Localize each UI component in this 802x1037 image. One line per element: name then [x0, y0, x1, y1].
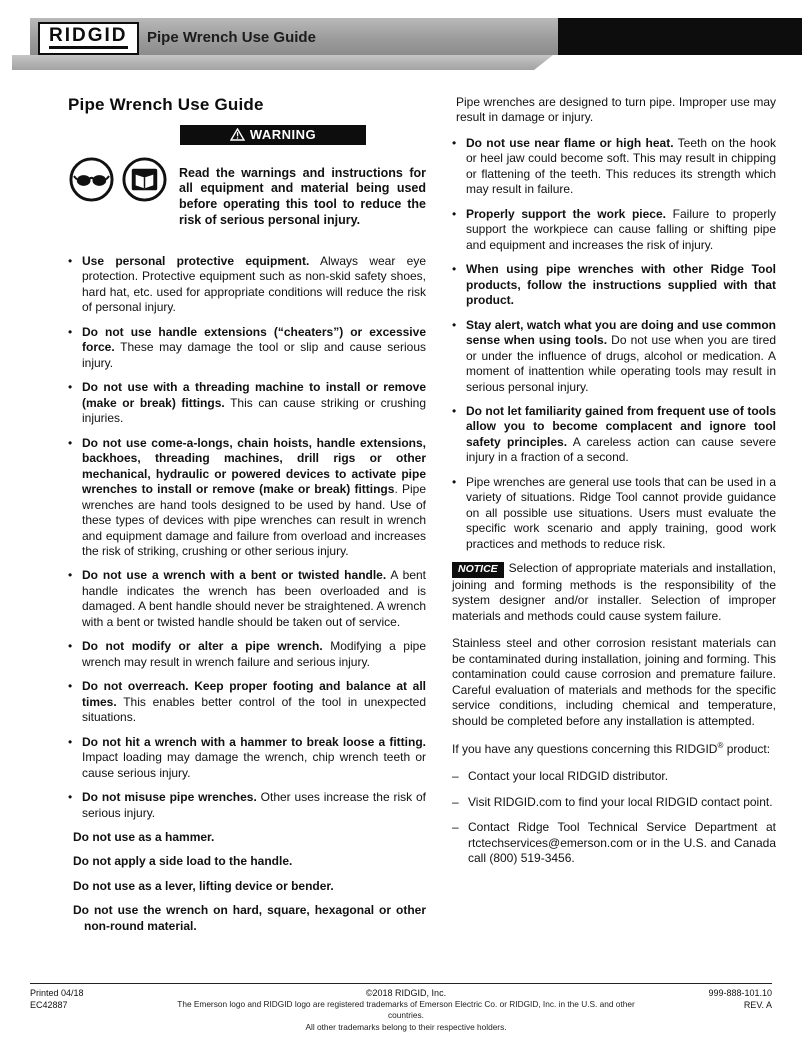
read-manual-icon [121, 156, 168, 203]
bullet-bold-text: Do not use handle extensions (“cheaters”) or excessive force. [82, 324, 426, 355]
bullet-bold-text: Do not misuse pipe wrenches. [82, 790, 257, 805]
questions-paragraph [452, 741, 776, 757]
bullet-item [452, 136, 776, 198]
header-slant-band [12, 55, 553, 70]
dash-marker: – [452, 769, 459, 784]
bullet-marker: • [68, 639, 73, 654]
bullet-item [68, 436, 426, 560]
contact-item [452, 769, 776, 784]
bullet-item [68, 735, 426, 781]
bullet-marker: • [452, 317, 457, 332]
intro-paragraph: Pipe wrenches are designed to turn pipe. Improper use may result in damage or injury. [456, 95, 776, 125]
bullet-item [68, 679, 426, 725]
warning-row [68, 153, 426, 241]
contact-item [452, 820, 776, 866]
footer-revision: REV. A [743, 1000, 772, 1011]
bullet-marker: • [452, 262, 457, 277]
bullet-body-text: Other uses increase the risk of serious injury. [82, 790, 426, 820]
left-column [68, 95, 426, 943]
bullet-bold-text: When using pipe wrenches with other Ridge Tool products, follow the instructions supplied with that product. [466, 262, 776, 308]
header-title: Pipe Wrench Use Guide [147, 29, 316, 46]
right-column [452, 95, 776, 943]
bullet-item [68, 568, 426, 630]
bullet-marker: • [68, 679, 73, 694]
sub-rule: Do not apply a side load to the handle. [73, 854, 293, 869]
sub-rule: Do not use the wrench on hard, square, hexagonal or other non-round material. [73, 903, 426, 933]
sub-rule: Do not use as a hammer. [73, 830, 215, 844]
safety-icons [68, 153, 170, 241]
bullet-bold-text: Properly support the work piece. [466, 206, 666, 221]
notice-paragraph [452, 561, 776, 624]
contact-item-text: Contact Ridge Tool Technical Service Department at rtctechservices@emerson.com or in the U.S. and Canada call (800) 519-3456. [468, 820, 776, 866]
bullet-body-text: A careless action can cause severe injury in a fraction of a second. [466, 434, 777, 465]
bullet-body-text: Always wear eye protection. Protective equipment such as non-skid safety shoes, hard hat, etc. used for appropriate conditions will reduce the risk of personal injury. [82, 254, 426, 315]
bullet-body-text: This enables better control of the tool in unexpected situations. [82, 694, 426, 725]
questions-text-suffix: product: [723, 742, 771, 756]
materials-paragraph: Stainless steel and other corrosion resistant materials can be contaminated during installation, joining and forming. This contamination could cause corrosion and premature failure. Careful evaluation of materials and methods for the specific service conditions, including chemical and temperature, should be completed before any installation is attempted. [452, 636, 776, 728]
bullet-body-text: Failure to properly support the workpiece can cause falling or shifting pipe and equipment and increases the risk of injury. [466, 206, 777, 252]
bullet-body-text: A bent handle indicates the wrench has been overloaded and is damaged. A bent handle should never be straightened. A wrench with a bent or twisted handle should be taken out of service. [82, 568, 427, 629]
bullet-marker: • [452, 403, 457, 418]
dash-marker: – [452, 820, 459, 835]
bullet-item [452, 475, 776, 552]
questions-text: If you have any questions concerning this RIDGID [452, 742, 718, 756]
footer-part-number: 999-888-101.10 [708, 988, 772, 998]
bullet-marker: • [68, 734, 73, 749]
contact-item-text: Visit RIDGID.com to find your local RIDGID contact point. [468, 794, 773, 809]
footer-copyright: ©2018 RIDGID, Inc. [365, 988, 447, 998]
bullet-marker: • [452, 206, 457, 221]
bullet-marker: • [68, 324, 73, 339]
contact-list [452, 769, 776, 866]
page-footer [30, 983, 772, 1033]
bullet-bold-text: Do not modify or alter a pipe wrench. [82, 639, 323, 654]
left-bullet-list [68, 254, 426, 821]
bullet-bold-text: Do not use near flame or high heat. [466, 135, 674, 150]
notice-badge: NOTICE [452, 562, 504, 578]
bullet-bold-text: Stay alert, watch what you are doing and use common sense when using tools. [466, 317, 776, 348]
warning-banner [180, 125, 366, 145]
bullet-marker: • [452, 474, 457, 489]
bullet-body-text: Teeth on the hook or heel jaw could become soft. This may result in chipping or flattening of the teeth. This reduces its strength which may result in failure. [466, 135, 776, 197]
warning-lead-text: Read the warnings and instructions for all equipment and material being used before operating this tool to reduce the risk of serious personal injury. [179, 165, 426, 227]
bullet-body-text: Impact loading may damage the wrench, chip wrench teeth or cause serious injury. [82, 750, 426, 780]
footer-trademark-line2: All other trademarks belong to their respective holders. [305, 1021, 507, 1032]
sub-rule: Do not use as a lever, lifting device or bender. [73, 878, 334, 893]
bullet-bold-text: Do not use with a threading machine to install or remove (make or break) fittings. [82, 380, 426, 410]
bullet-body-text: Modifying a pipe wrench may result in wrench failure and serious injury. [82, 639, 426, 669]
warning-banner-label: WARNING [249, 127, 317, 142]
bullet-bold-text: Do not hit a wrench with a hammer to break loose a fitting. [82, 734, 426, 749]
bullet-marker: • [68, 568, 73, 583]
ridgid-logo [38, 22, 139, 55]
bullet-bold-text: Do not overreach. Keep proper footing and balance at all times. [82, 679, 426, 709]
bullet-body-text: These may damage the tool or slip and cause serious injury. [82, 340, 426, 370]
registered-mark: ® [717, 741, 724, 750]
right-bullet-list [452, 136, 776, 552]
footer-doc-code: EC42887 [30, 1000, 68, 1011]
safety-glasses-icon [68, 156, 115, 203]
page-title: Pipe Wrench Use Guide [68, 95, 264, 114]
bullet-marker: • [68, 790, 73, 805]
header-black-band [558, 18, 802, 55]
footer-center [160, 987, 652, 1033]
bullet-body-text: This can cause striking or crushing injuries. [82, 395, 426, 426]
bullet-item [68, 254, 426, 316]
content-area [68, 95, 776, 943]
bullet-body-text: . Pipe wrenches are hand tools designed to be used by hand. Use of these types of devices with pipe wrenches can result in wrench and equipment damage and failure from overload and increases the risk of striking, crushing or other serious injury. [82, 482, 426, 558]
bullet-marker: • [452, 135, 457, 150]
ridgid-logo-text: RIDGID [49, 26, 128, 49]
dash-marker: – [452, 794, 459, 809]
bullet-item [68, 380, 426, 426]
bullet-marker: • [68, 435, 73, 450]
bullet-body-text: Pipe wrenches are general use tools that can be used in a variety of situations. Ridge Tool cannot provide guidance on all possible use situations. Users must evaluate the specific work scenario and apply training, good work practices and methods to reduce risk. [466, 474, 776, 551]
bullet-bold-text: Use personal protective equipment. [82, 254, 310, 268]
bullet-bold-text: Do not use a wrench with a bent or twisted handle. [82, 568, 387, 583]
bullet-item [68, 325, 426, 371]
bullet-item [452, 262, 776, 308]
bullet-body-text: Do not use when you are tired or under the influence of drugs, alcohol or medication. A moment of inattention while operating tools may result in serious personal injury. [466, 333, 776, 394]
bullet-bold-text: Do not let familiarity gained from frequent use of tools allow you to become complacent and ignore tool safety principles. [466, 403, 776, 449]
footer-printed-date: Printed 04/18 [30, 988, 84, 998]
footer-trademark-line1: The Emerson logo and RIDGID logo are registered trademarks of Emerson Electric Co. or RIDGID, Inc. in the U.S. and other countries. [177, 999, 635, 1021]
notice-text: Selection of appropriate materials and installation, joining and forming methods is the responsibility of the system designer and/or installer. Selection of improper materials and methods could cause system failure. [452, 561, 776, 623]
bullet-bold-text: Do not use come-a-longs, chain hoists, handle extensions, backhoes, threading machines, drill rigs or other mechanical, hydraulic or powered devices to activate pipe wrenches to install or remove (make or break) fittings [82, 435, 426, 497]
bullet-item [452, 207, 776, 253]
contact-item [452, 795, 776, 810]
footer-left [30, 987, 160, 1011]
warning-triangle-icon [230, 128, 245, 141]
bullet-item [452, 318, 776, 395]
bullet-marker: • [68, 254, 73, 268]
bullet-item [452, 404, 776, 466]
bullet-item [68, 790, 426, 821]
contact-item-text: Contact your local RIDGID distributor. [468, 769, 669, 784]
bullet-item [68, 639, 426, 670]
footer-right [652, 987, 772, 1011]
bullet-marker: • [68, 380, 73, 395]
